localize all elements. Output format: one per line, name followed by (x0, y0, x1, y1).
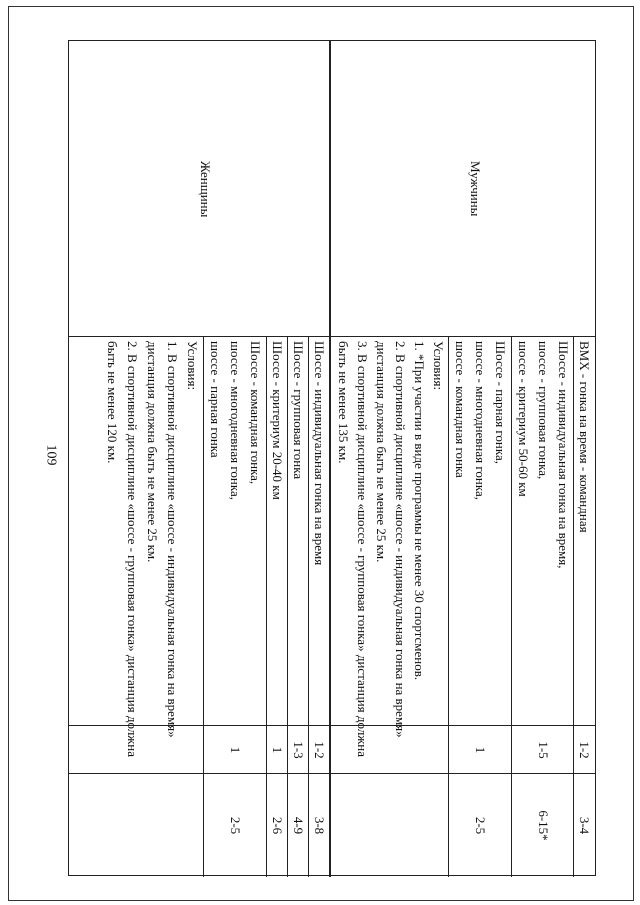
men-row-2-b: 6-15* (536, 810, 551, 841)
gender-men-label: Мужчины (468, 161, 483, 217)
men-row-3-line-1: Шоссе - парная гонка, (493, 341, 508, 465)
rotated-table-wrapper (68, 40, 596, 876)
women-conditions-line-5: быть не менее 120 км. (105, 341, 120, 464)
men-conditions-line-1: Условия: (431, 341, 446, 391)
men-conditions-line-6: быть не менее 135 км. (336, 341, 351, 464)
women-row-4-line-3: шоссе - парная гонка (208, 341, 223, 458)
women-row-3-line-1: Шоссе - критериум 20-40 км (270, 341, 285, 500)
men-row-1-a: 1-2 (577, 741, 592, 759)
men-row-1-divider (573, 337, 574, 877)
women-row-4-a: 1 (228, 746, 243, 754)
women-row-2-line-1: Шоссе - групповая гонка (291, 341, 306, 480)
women-conditions-line-1: Условия: (185, 341, 200, 391)
women-row-1-b: 3-8 (312, 816, 327, 835)
competition-table (68, 40, 596, 876)
men-row-3-a: 1 (473, 746, 488, 754)
men-conditions-line-4: дистанция должна быть не менее 25 км. (374, 341, 389, 563)
women-row-2-divider (287, 337, 288, 877)
men-conditions-line-2: 1. *При участии в виде программы не менее 30 спортсменов. (412, 341, 427, 681)
men-conditions-line-3: 2. В спортивной дисциплине «шоссе - индивидуальная гонка на время» (393, 341, 408, 738)
women-row-4-line-2: шоссе - многодневная гонка, (228, 341, 243, 500)
men-row-2-line-2: шоссе - групповая гонка, (536, 341, 551, 480)
women-conditions-line-4: 2. В спортивной дисциплине «шоссе - групповая гонка» дистанция должна (125, 341, 140, 758)
page-number: 109 (43, 444, 59, 466)
places-b-column (69, 774, 595, 877)
men-row-2-line-3: шоссе - критериум 50-60 км (516, 341, 531, 497)
men-row-2-a: 1-5 (536, 741, 551, 759)
women-conditions-line-2: 1. В спортивной дисциплине «шоссе - индивидуальная гонка на время» (165, 341, 180, 738)
women-row-3-b: 2-6 (270, 816, 285, 835)
gender-column (69, 41, 595, 337)
men-row-3-divider (448, 337, 449, 877)
men-row-2-line-1: Шоссе - индивидуальная гонка на время, (556, 341, 571, 569)
women-row-2-b: 4-9 (291, 816, 306, 835)
men-row-3-b: 2-5 (473, 816, 488, 835)
women-row-1-a: 1-2 (312, 741, 327, 759)
women-conditions-line-3: дистанция должна быть не менее 25 км. (145, 341, 160, 563)
women-row-2-a: 1-3 (291, 741, 306, 759)
women-row-4-b: 2-5 (228, 816, 243, 835)
women-row-3-divider (266, 337, 267, 877)
men-row-2-divider (511, 337, 512, 877)
men-women-divider (329, 41, 331, 877)
women-row-1-line-1: Шоссе - индивидуальная гонка на время (312, 341, 327, 566)
women-row-4-divider (203, 337, 204, 877)
women-row-1-divider (308, 337, 309, 877)
women-row-4-line-1: Шоссе - командная гонка, (248, 341, 263, 485)
men-row-1-b: 3-4 (577, 816, 592, 835)
men-row-1-line-1: BMX - гонка на время - командная (577, 341, 592, 533)
men-row-3-line-3: шоссе - командная гонка (453, 341, 468, 478)
places-a-column (69, 726, 595, 774)
women-row-3-a: 1 (270, 746, 285, 754)
gender-women-label: Женщины (198, 161, 213, 218)
men-conditions-line-5: 3. В спортивной дисциплине «шоссе - групповая гонка» дистанция должна (355, 341, 370, 758)
men-row-3-line-2: шоссе - многодневная гонка, (473, 341, 488, 500)
